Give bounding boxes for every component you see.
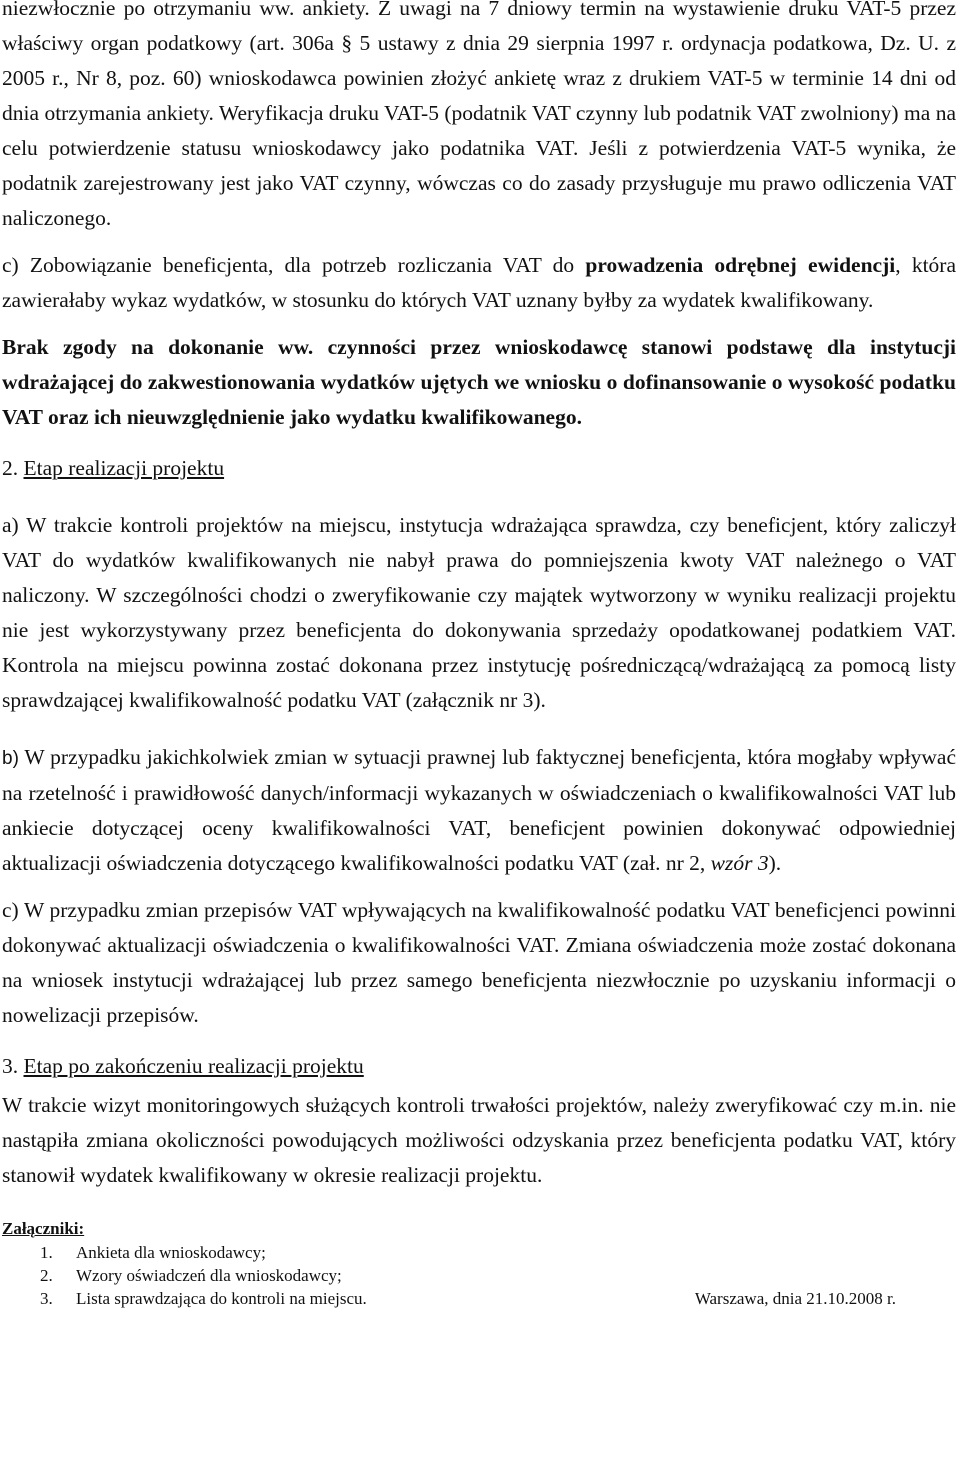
section2-point-a: a) W trakcie kontroli projektów na miejscu, instytucja wdrażająca sprawdza, czy beneficjent, który zaliczył VAT do wydatków kwalifikowanych nie nabył prawa do pomniejszenia kwoty VAT należnego o VAT naliczony. W szczególności chodzi o zweryfikowanie czy majątek wytworzony w wyniku realizacji projektu nie jest wykorzystywany przez beneficjenta do dokonywania sprzedaży opodatkowanej podatkiem VAT. Kontrola na miejscu powinna zostać dokonana przez instytucję pośredniczącą/wdrażającą za pomocą listy sprawdzającej kwalifikowalność podatku VAT (załącznik nr 3). — [2, 513, 956, 712]
attachment-item — [2, 1264, 956, 1287]
section3-title: Etap po zakończeniu realizacji projektu — [23, 1054, 364, 1078]
attachment-number: 2. — [40, 1266, 53, 1285]
attachments-title: Załączniki: — [2, 1219, 85, 1238]
section2-title: Etap realizacji projektu — [23, 456, 225, 480]
point-b-text: W przypadku jakichkolwiek zmian w sytuacji prawnej lub faktycznej beneficjenta, która mogłaby wpływać na rzetelność i prawidłowość danych/informacji wykazanych w oświadczeniach o kwalifikowalności VAT lub ankiecie dotyczącej oceny kwalifikowalności VAT, beneficjent powinien dokonywać odpowiedniej aktualizacji oświadczenia dotyczącego kwalifikowalności podatku VAT (zał. nr 2, — [2, 745, 956, 875]
section3-heading — [2, 1049, 956, 1084]
point-c-text-after: , która zawierałaby wykaz wydatków, w stosunku do których VAT uznany byłby za wydatek kwalifikowany. — [2, 253, 956, 312]
section2-heading — [2, 451, 956, 486]
attachment-text: Wzory oświadczeń dla wnioskodawcy; — [76, 1266, 342, 1285]
attachment-text: Ankieta dla wnioskodawcy; — [76, 1243, 266, 1262]
point-b-italic: wzór 3 — [710, 851, 769, 875]
section2-point-b — [2, 740, 956, 881]
attachments-block — [2, 1241, 956, 1310]
attachment-text: Lista sprawdzająca do kontroli na miejscu. — [76, 1289, 367, 1308]
bold-notice: Brak zgody na dokonanie ww. czynności przez wnioskodawcę stanowi podstawę dla instytucji wdrażającej do zakwestionowania wydatków ujętych we wniosku o dofinansowanie o wysokość podatku VAT oraz ich nieuwzględnienie jako wydatku kwalifikowanego. — [2, 335, 956, 429]
section2-point-c: c) W przypadku zmian przepisów VAT wpływających na kwalifikowalność podatku VAT beneficjenci powinni dokonywać aktualizacji oświadczenia o kwalifikowalności VAT. Zmiana oświadczenia może zostać dokonana na wniosek instytucji wdrażającej lub przez samego beneficjenta niezwłocznie po uzyskaniu informacji o nowelizacji przepisów. — [2, 898, 956, 1027]
point-c-bold-phrase: prowadzenia odrębnej ewidencji — [585, 253, 896, 277]
attachment-number: 1. — [40, 1243, 53, 1262]
place-and-date: Warszawa, dnia 21.10.2008 r. — [694, 1289, 896, 1308]
attachment-item — [2, 1241, 956, 1264]
point-b-prefix: b) — [2, 748, 19, 769]
section3-number: 3. — [2, 1054, 19, 1078]
point-c-text-before: c) Zobowiązanie beneficjenta, dla potrzeb rozliczania VAT do — [2, 253, 586, 277]
point-c-separate-records — [2, 248, 956, 318]
point-b-end: ). — [768, 851, 782, 875]
section2-number: 2. — [2, 456, 19, 480]
section3-text: W trakcie wizyt monitoringowych służących kontroli trwałości projektów, należy zweryfikować czy m.in. nie nastąpiła zmiana okoliczności powodujących możliwości odzyskania przez beneficjenta podatku VAT, który stanowił wydatek kwalifikowany w okresie realizacji projektu. — [2, 1093, 956, 1187]
attachment-number: 3. — [40, 1289, 53, 1308]
intro-paragraph: niezwłocznie po otrzymaniu ww. ankiety. Z uwagi na 7 dniowy termin na wystawienie druku VAT-5 przez właściwy organ podatkowy (art. 306a § 5 ustawy z dnia 29 sierpnia 1997 r. ordynacja podatkowa, Dz. U. z 2005 r., Nr 8, poz. 60) wnioskodawca powinien złożyć ankietę wraz z drukiem VAT-5 w terminie 14 dni od dnia otrzymania ankiety. Weryfikacja druku VAT-5 (podatnik VAT czynny lub podatnik VAT zwolniony) ma na celu potwierdzenie statusu wnioskodawcy jako podatnika VAT. Jeśli z potwierdzenia VAT-5 wynika, że podatnik zarejestrowany jest jako VAT czynny, wówczas co do zasady przysługuje mu prawo odliczenia VAT naliczonego. — [2, 0, 956, 230]
